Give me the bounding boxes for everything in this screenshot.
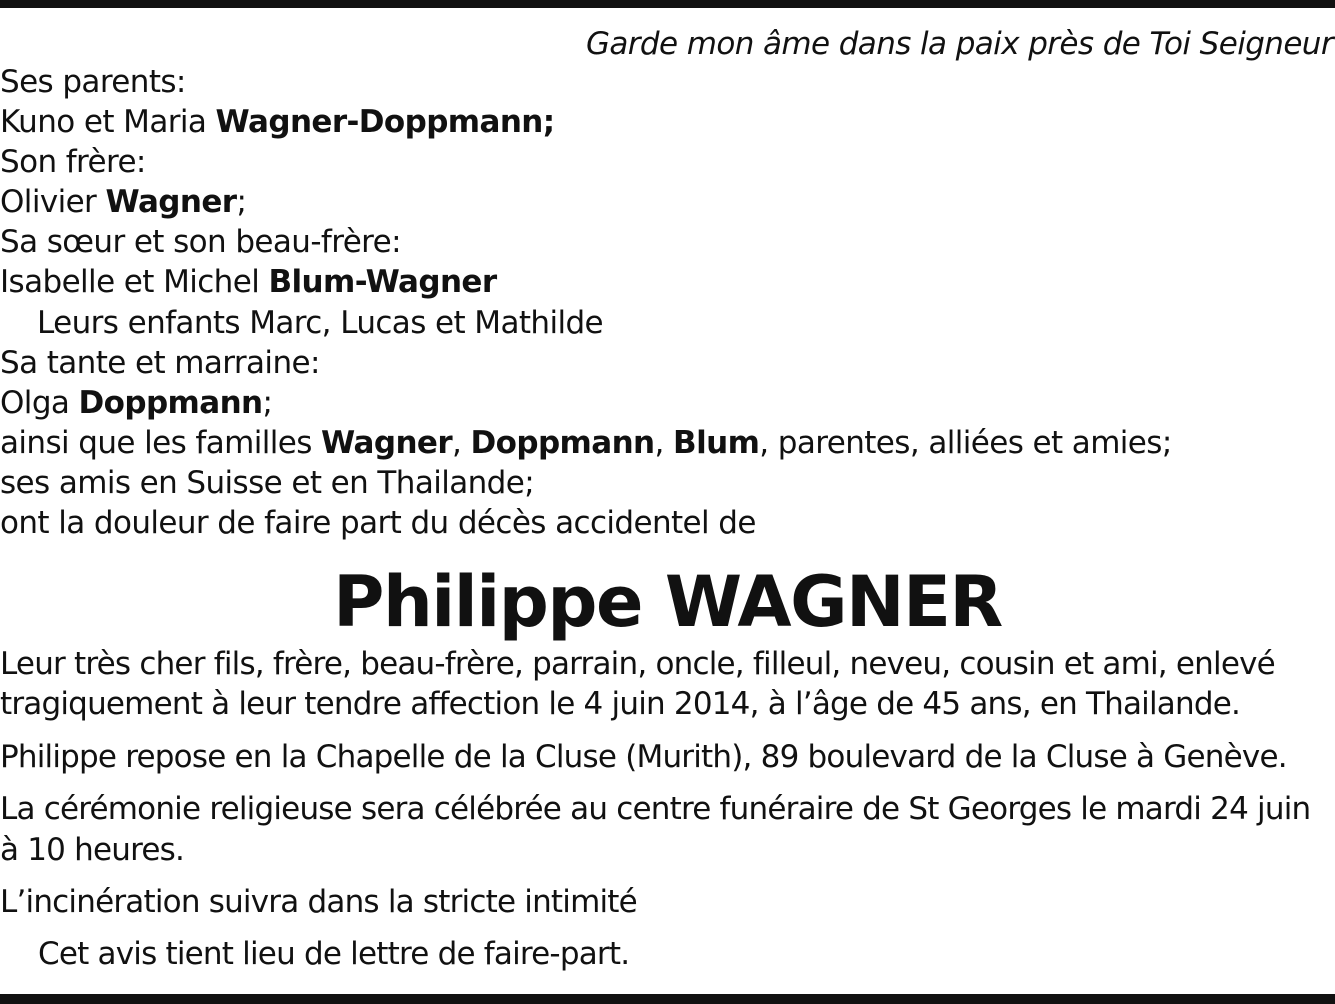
children-line: Leurs enfants Marc, Lucas et Mathilde xyxy=(37,305,604,341)
sister-label: Sa sœur et son beau-frère: xyxy=(0,224,401,260)
brother-end: ; xyxy=(236,184,247,220)
families-sep-1: , xyxy=(452,425,471,461)
aunt-first-name: Olga xyxy=(0,385,79,421)
family-name-blum: Blum xyxy=(673,425,760,461)
brother-line xyxy=(0,182,246,222)
parents-label: Ses parents: xyxy=(0,64,186,100)
motto: Garde mon âme dans la paix près de Toi Seigneur xyxy=(585,26,1333,62)
paragraph-1-line-1: Leur très cher fils, frère, beau-frère, parrain, oncle, filleul, neveu, cousin et ami, enlevé xyxy=(0,646,1275,682)
brother-surname: Wagner xyxy=(105,184,237,220)
aunt-label: Sa tante et marraine: xyxy=(0,345,320,381)
families-line xyxy=(0,423,1172,463)
sister-line xyxy=(0,262,497,302)
bottom-rule xyxy=(0,994,1335,1004)
paragraph-3-line-1: La cérémonie religieuse sera célébrée au centre funéraire de St Georges le mardi 24 juin xyxy=(0,791,1311,827)
aunt-surname: Doppmann xyxy=(78,385,263,421)
parents-surname: Wagner-Doppmann; xyxy=(215,104,555,140)
families-suffix: , parentes, alliées et amies; xyxy=(759,425,1172,461)
deceased-name: Philippe WAGNER xyxy=(333,561,1002,643)
families-prefix: ainsi que les familles xyxy=(0,425,322,461)
paragraph-1-line-2: tragiquement à leur tendre affection le 4 juin 2014, à l’âge de 45 ans, en Thailande. xyxy=(0,686,1241,722)
family-name-doppmann: Doppmann xyxy=(470,425,655,461)
top-rule xyxy=(0,0,1335,8)
paragraph-5: Cet avis tient lieu de lettre de faire-part. xyxy=(38,936,630,972)
sister-surname: Blum-Wagner xyxy=(268,264,497,300)
parents-first-names: Kuno et Maria xyxy=(0,104,216,140)
families-sep-2: , xyxy=(654,425,674,461)
parents-line xyxy=(0,102,555,142)
announce-line: ont la douleur de faire part du décès accidentel de xyxy=(0,505,756,541)
paragraph-4: L’incinération suivra dans la stricte intimité xyxy=(0,884,637,920)
brother-first-name: Olivier xyxy=(0,184,106,220)
brother-label: Son frère: xyxy=(0,144,146,180)
friends-line: ses amis en Suisse et en Thailande; xyxy=(0,465,535,501)
paragraph-3-line-2: à 10 heures. xyxy=(0,832,185,868)
sister-first-names: Isabelle et Michel xyxy=(0,264,269,300)
aunt-end: ; xyxy=(262,385,273,421)
paragraph-2: Philippe repose en la Chapelle de la Cluse (Murith), 89 boulevard de la Cluse à Genève. xyxy=(0,739,1287,775)
family-name-wagner: Wagner xyxy=(321,425,453,461)
aunt-line xyxy=(0,383,272,423)
